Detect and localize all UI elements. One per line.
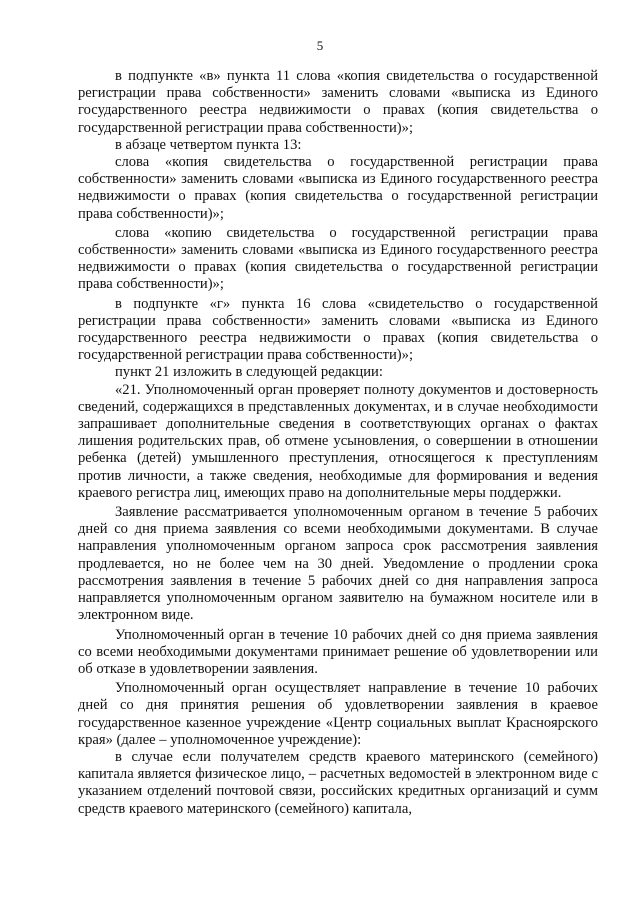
paragraph-direction: Уполномоченный орган осуществляет направление в течение 10 рабочих дней со дня принятия решения об удовлетворении заявления в краевое государственное казенное учреждение «Центр социальных выплат Красноярского края» (далее – уполномоченное учреждение): <box>78 680 598 748</box>
paragraph-application-review: Заявление рассматривается уполномоченным органом в течение 5 рабочих дней со дня приема заявления со всеми необходимыми документами. В случае направления уполномоченным органом запроса срок рассмотрения заявления продлевается, но не более чем на 30 дней. Уведомление о продлении срока рассмотрения заявления в течение 5 рабочих дней со дня направления запроса направляется уполномоченным органом заявителю на бумажном носителе или в электронном виде. <box>78 504 598 624</box>
paragraph-physical-person: в случае если получателем средств краевого материнского (семейного) капитала является физическое лицо, – расчетных ведомостей в электронном виде с указанием отделений почтовой связи, российских кредитных организаций и сумм средств краевого материнского (семейного) капитала, <box>78 748 598 817</box>
page-number: 5 <box>316 38 324 53</box>
paragraph-decision: Уполномоченный орган в течение 10 рабочих дней со дня приема заявления со всеми необходимыми документами принимает решение об удовлетворении или об отказе в удовлетворении заявления. <box>78 626 598 677</box>
paragraph-item-16-amendment: в подпункте «г» пункта 16 слова «свидетельство о государственной регистрации права собственности» заменить словами «выписка из Единого государственного реестра недвижимости о правах (копия свидетельства о государственной регистрации права собственности)»; <box>78 295 598 364</box>
document-body <box>78 68 598 818</box>
paragraph-item-11-amendment: в подпункте «в» пункта 11 слова «копия свидетельства о государственной регистрации права собственности» заменить словами «выписка из Единого государственного реестра недвижимости о правах (копия свидетельства о государственной регистрации права собственности)»; <box>78 68 598 136</box>
paragraph-item-13-intro: в абзаце четвертом пункта 13: <box>115 136 302 153</box>
paragraph-item-21-text: «21. Уполномоченный орган проверяет полноту документов и достоверность сведений, содержащихся в представленных документах, и в случае необходимости запрашивает дополнительные сведения в соответствующих органах о фактах лишения родительских прав, об отмене усыновления, о совершении в отношении ребенка (детей) умышленного преступления, относящегося к преступлениям против личности, а также сведения, необходимые для формирования и ведения краевого регистра лиц, имеющих право на дополнительные меры поддержки. <box>78 381 598 501</box>
paragraph-item-21-intro: пункт 21 изложить в следующей редакции: <box>115 364 383 381</box>
paragraph-item-13-words-copy: слова «копия свидетельства о государственной регистрации права собственности» заменить словами «выписка из Единого государственного реестра недвижимости о правах (копия свидетельства о государственной регистрации права собственности)»; <box>78 154 598 222</box>
paragraph-item-13-words-copy-acc: слова «копию свидетельства о государственной регистрации права собственности» заменить словами «выписка из Единого государственного реестра недвижимости о правах (копия свидетельства о государственной регистрации права собственности)»; <box>78 224 598 293</box>
